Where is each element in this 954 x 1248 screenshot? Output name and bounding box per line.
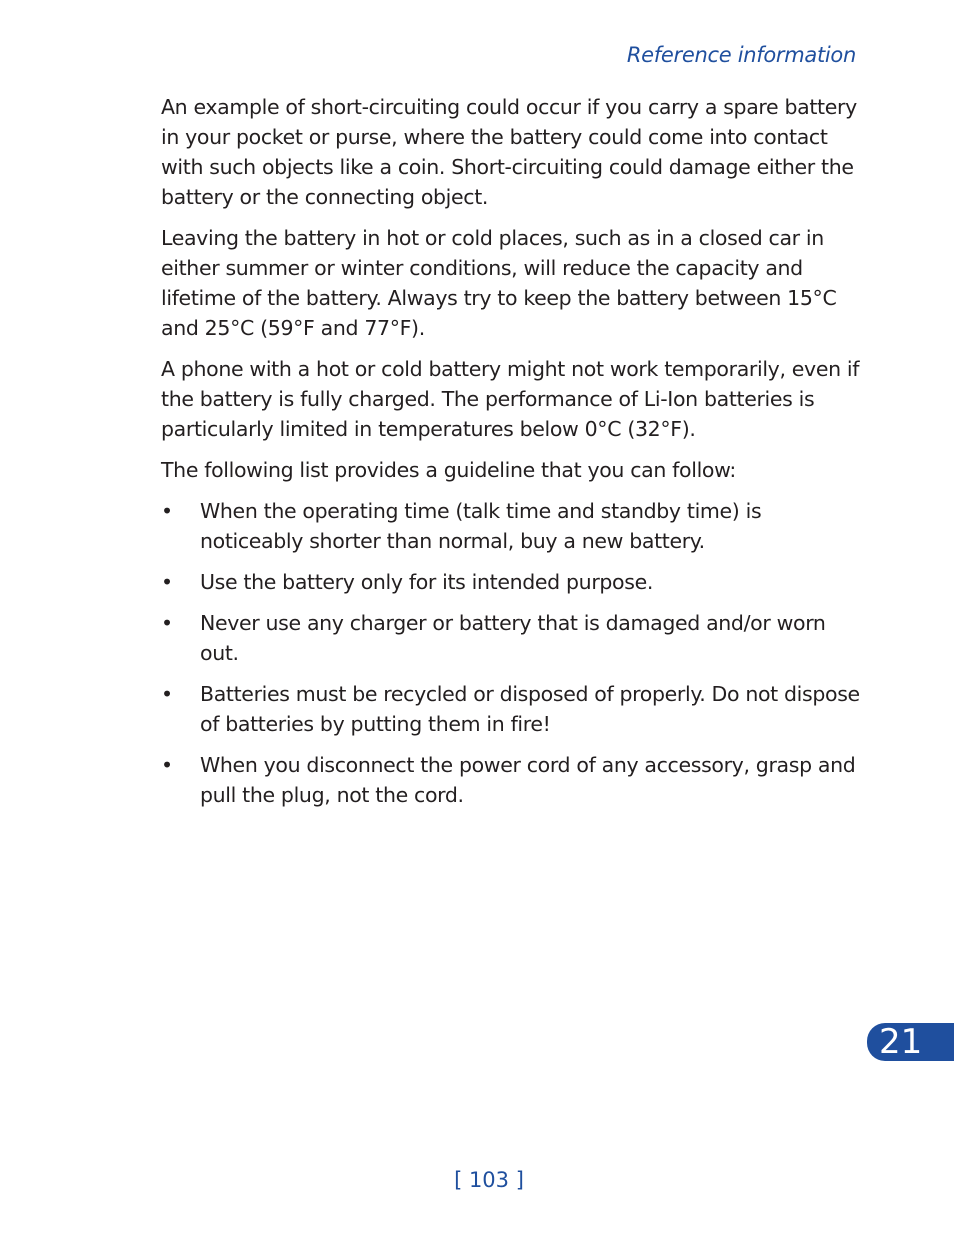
paragraph: Leaving the battery in hot or cold places, such as in a closed car in either summer or winter conditions, will reduce the capacity and lifetime of the battery. Always try to keep the battery between 15°C and 25°C (59°F and 77°F). [161, 226, 837, 340]
paragraph: A phone with a hot or cold battery might not work temporarily, even if the battery is fully charged. The performance of Li-Ion batteries is particularly limited in temperatures below 0°C (32°F). [161, 357, 860, 441]
bullet-icon: • [161, 611, 173, 635]
paragraph: An example of short-circuiting could occur if you carry a spare battery in your pocket or purse, where the battery could come into contact with such objects like a coin. Short-circuiting could damage either the battery or the connecting object. [161, 95, 857, 209]
list-item [161, 496, 861, 556]
running-header: Reference information [626, 43, 856, 67]
paragraph: The following list provides a guideline that you can follow: [161, 458, 736, 482]
page-number: [ 103 ] [454, 1168, 524, 1192]
list-item [161, 750, 861, 810]
chapter-tab [867, 1023, 954, 1061]
bullet-icon: • [161, 682, 173, 706]
list-item [161, 567, 861, 597]
chapter-number: 21 [879, 1022, 923, 1062]
list-item-text: When the operating time (talk time and standby time) is noticeably shorter than normal, buy a new battery. [200, 499, 762, 553]
list-item [161, 679, 861, 739]
guideline-list [161, 496, 861, 810]
list-item-text: Use the battery only for its intended purpose. [200, 570, 654, 594]
bullet-icon: • [161, 499, 173, 523]
body-text [161, 92, 861, 821]
list-item-text: Batteries must be recycled or disposed of properly. Do not dispose of batteries by putting them in fire! [200, 682, 860, 736]
list-item [161, 608, 861, 668]
list-item-text: Never use any charger or battery that is damaged and/or worn out. [200, 611, 826, 665]
list-item-text: When you disconnect the power cord of any accessory, grasp and pull the plug, not the cord. [200, 753, 856, 807]
bullet-icon: • [161, 570, 173, 594]
bullet-icon: • [161, 753, 173, 777]
